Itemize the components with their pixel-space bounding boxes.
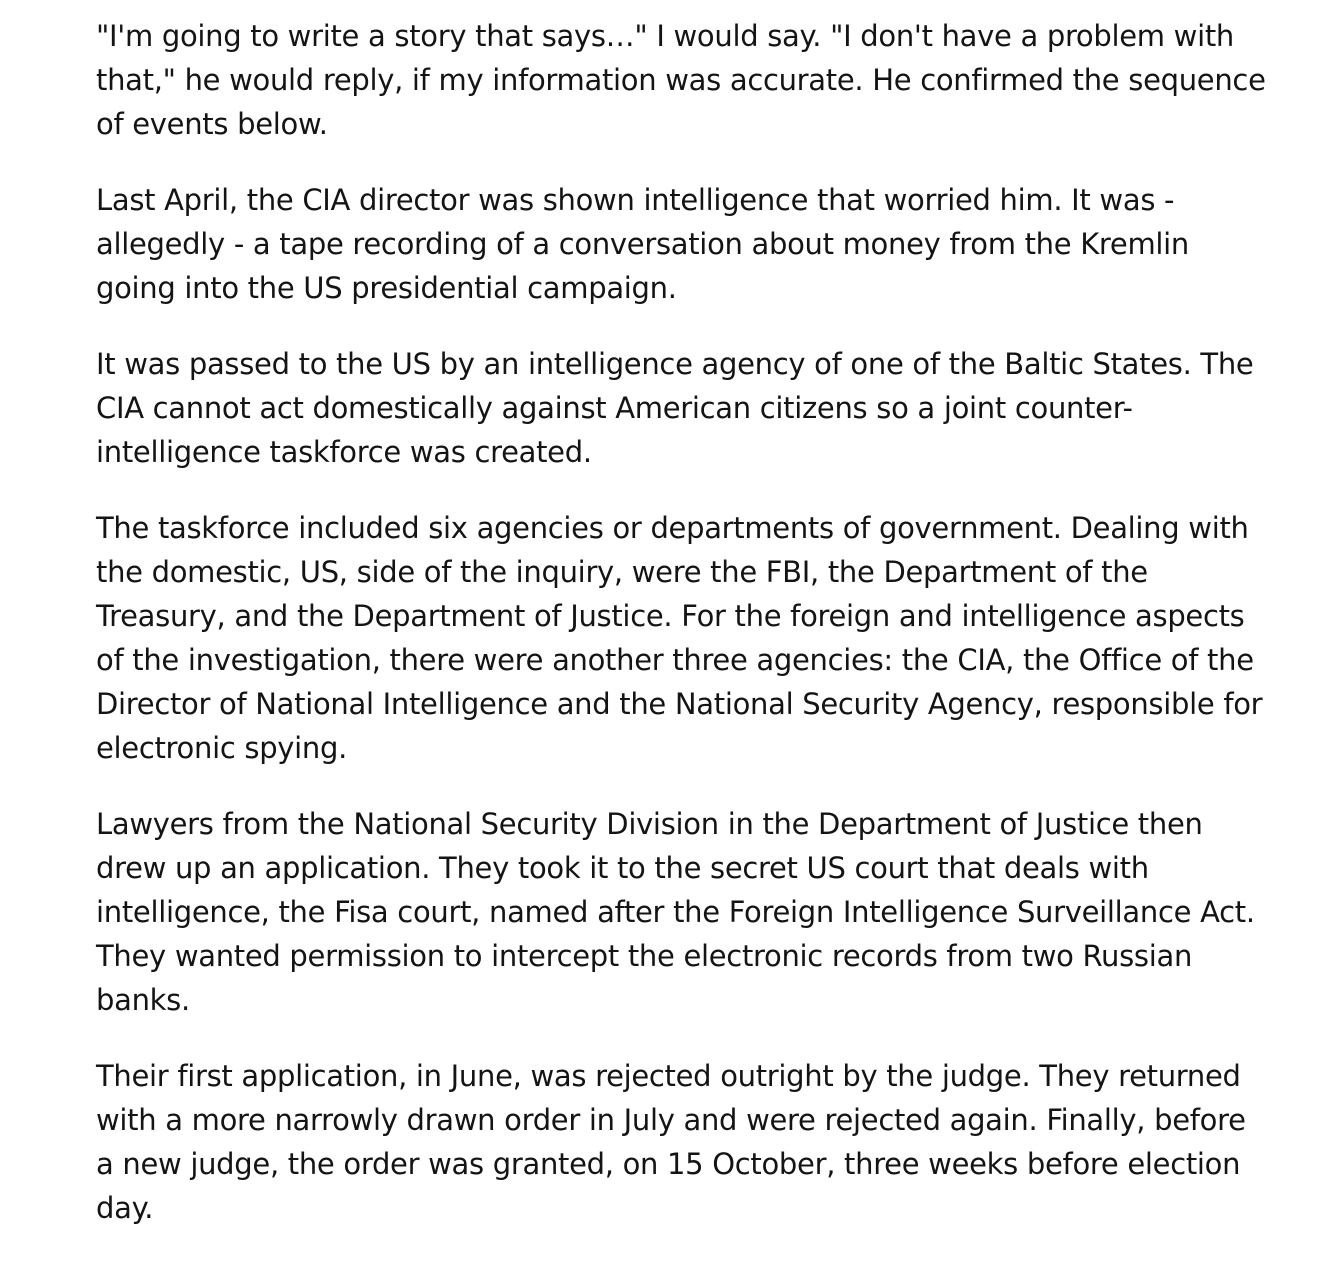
article-paragraph: Their first application, in June, was rejected outright by the judge. They returned with a more narrowly drawn order in July and were rejected again. Finally, before a new judge, the order was granted, on 15 October, three weeks before election day. xyxy=(96,1059,1246,1225)
article-paragraph: The taskforce included six agencies or departments of government. Dealing with the domestic, US, side of the inquiry, were the FBI, the Department of the Treasury, and the Department of Justice. For the foreign and intelligence aspects of the investigation, there were another three agencies: the CIA, the Office of the Director of National Intelligence and the National Security Agency, responsible for electronic spying. xyxy=(96,511,1263,765)
article-paragraph: Lawyers from the National Security Division in the Department of Justice then drew up an application. They took it to the secret US court that deals with intelligence, the Fisa court, named after the Foreign Intelligence Surveillance Act. They wanted permission to intercept the electronic records from two Russian banks. xyxy=(96,807,1255,1017)
article-paragraph: It was passed to the US by an intelligence agency of one of the Baltic States. The CIA cannot act domestically against American citizens so a joint counter-intelligence taskforce was created. xyxy=(96,347,1254,469)
article-body xyxy=(96,14,1271,1262)
article-paragraph: "I'm going to write a story that says…" I would say. "I don't have a problem with that," he would reply, if my information was accurate. He confirmed the sequence of events below. xyxy=(96,19,1266,141)
article-paragraph: Last April, the CIA director was shown intelligence that worried him. It was - allegedly - a tape recording of a conversation about money from the Kremlin going into the US presidential campaign. xyxy=(96,183,1189,305)
